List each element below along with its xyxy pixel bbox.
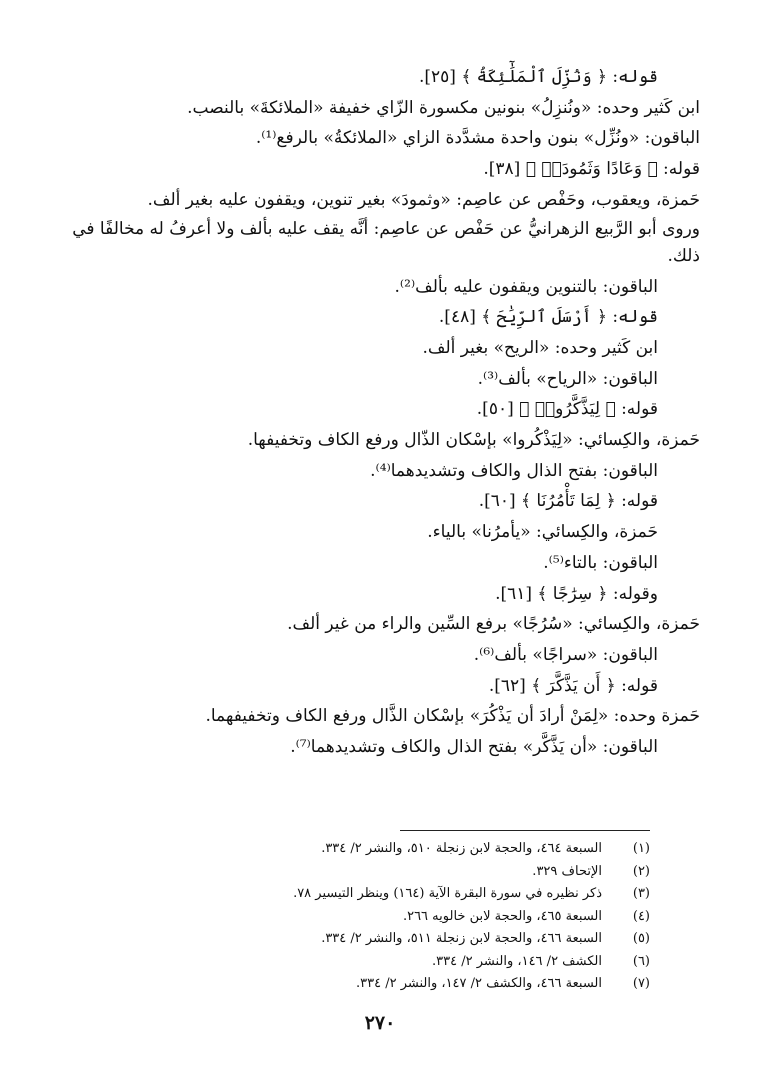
text-line: قوله: ﴿ وَنُزِّلَ ٱلْمَلَٰٓئِكَةُ ﴾ [٢٥]. [418, 67, 658, 87]
text-line: قوله: ﴿ لِيَذَّكَّرُوا۟ ﴾ [٥٠]. [476, 399, 658, 420]
text-line: قوله: ﴿ أَرْسَلَ ٱلرِّيَٰحَ ﴾ [٤٨]. [438, 307, 658, 328]
text-line: قوله: ﴿ أَن يَذَّكَّرَ ﴾ [٦٢]. [488, 675, 658, 696]
footnote-number: (١) [632, 841, 650, 856]
footnote [250, 928, 650, 951]
footnote-text: السبعة ٤٦٥، والحجة لابن خالويه ٢٦٦. [402, 908, 602, 924]
footnote [250, 906, 650, 929]
footnote-number: (٧) [632, 976, 650, 991]
footnote-text: الإتحاف ٣٢٩. [532, 863, 602, 879]
text-line: ابن كَثير وحده: «الريح» بغير ألف. [422, 337, 658, 358]
text-line: وقوله: ﴿ سِرَٰجًا ﴾ [٦١]. [495, 583, 658, 604]
main-text [60, 62, 700, 763]
text-line: وروى أبو الرَّبيع الزهرانيُّ عن حَفْص عن عاصِم: أنَّه يقف عليه بألف ولا أعرفُ له مخالفًا في ذلك. [72, 218, 700, 266]
footnote-text: ذكر نظيره في سورة البقرة الآية (١٦٤) وينظر التيسير ٧٨. [293, 886, 602, 901]
footnote [250, 838, 650, 861]
footnote-number: (٦) [632, 953, 650, 969]
text-line: الباقون: «أن يَذَّكَّر» بفتح الذال والكاف وتشديدهما⁽⁷⁾. [290, 737, 658, 758]
text-line: الباقون: «الرياح» بألف⁽³⁾. [477, 368, 658, 389]
footnote-text: السبعة ٤٦٦، والحجة لابن زنجلة ٥١١، والنشر ٢/ ٣٣٤. [321, 931, 602, 946]
footnote [250, 951, 650, 974]
footnote-text: السبعة ٤٦٦، والكشف ٢/ ١٤٧، والنشر ٢/ ٣٣٤. [355, 976, 602, 991]
footnote-number: (٤) [632, 908, 650, 924]
text-line: حَمزة، ويعقوب، وحَفْص عن عاصِم: «وثمودَ» بغير تنوين، ويقفون عليه بغير ألف. [147, 189, 700, 210]
footnote-divider [400, 830, 650, 831]
text-line: الباقون: بالتاء⁽⁵⁾. [543, 552, 658, 573]
footnote [250, 861, 650, 884]
footnote-number: (٢) [632, 863, 650, 879]
footnote-number: (٣) [632, 886, 650, 901]
footnote [250, 883, 650, 906]
text-line: حَمزة، والكِسائي: «سُرُجًا» برفع السِّين والراء من غير ألف. [287, 614, 700, 635]
text-line: حَمزة، والكِسائي: «يأمرُنا» بالياء. [427, 522, 658, 543]
footnote-number: (٥) [632, 931, 650, 946]
text-line: حَمزة، والكِسائي: «لِيَذْكُروا» بإسْكان الذّال ورفع الكاف وتخفيفها. [247, 430, 700, 451]
text-line: الباقون: «سراجًا» بألف⁽⁶⁾. [473, 644, 658, 665]
text-line: قوله: ﴿ وَعَادًا وَثَمُودَا۟ ﴾ [٣٨]. [483, 159, 700, 180]
text-line: ابن كَثير وحده: «ونُنزِلُ» بنونين مكسورة الزّاي خفيفة «الملائكةَ» بالنصب. [187, 97, 700, 118]
text-line: حَمزة وحده: «لِمَنْ أرادَ أن يَذْكُرَ» بإسْكان الذَّال ورفع الكاف وتخفيفهما. [205, 706, 700, 727]
text-line: قوله: ﴿ لِمَا تَأْمُرُنَا ﴾ [٦٠]. [478, 491, 658, 512]
footnote-text: الكشف ٢/ ١٤٦، والنشر ٢/ ٣٣٤. [431, 953, 602, 969]
page-number: ٢٧٠ [364, 1012, 396, 1034]
text-line: الباقون: «ونُزِّل» بنون واحدة مشدَّدة الزاي «الملائكةُ» بالرفع⁽¹⁾. [255, 128, 700, 149]
footnote [250, 973, 650, 996]
text-line: الباقون: بفتح الذال والكاف وتشديدهما⁽⁴⁾. [370, 460, 658, 481]
footnotes-section [250, 838, 650, 996]
text-line: الباقون: بالتنوين ويقفون عليه بألف⁽²⁾. [394, 276, 658, 297]
footnote-text: السبعة ٤٦٤، والحجة لابن زنجلة ٥١٠، والنشر ٢/ ٣٣٤. [321, 841, 602, 856]
